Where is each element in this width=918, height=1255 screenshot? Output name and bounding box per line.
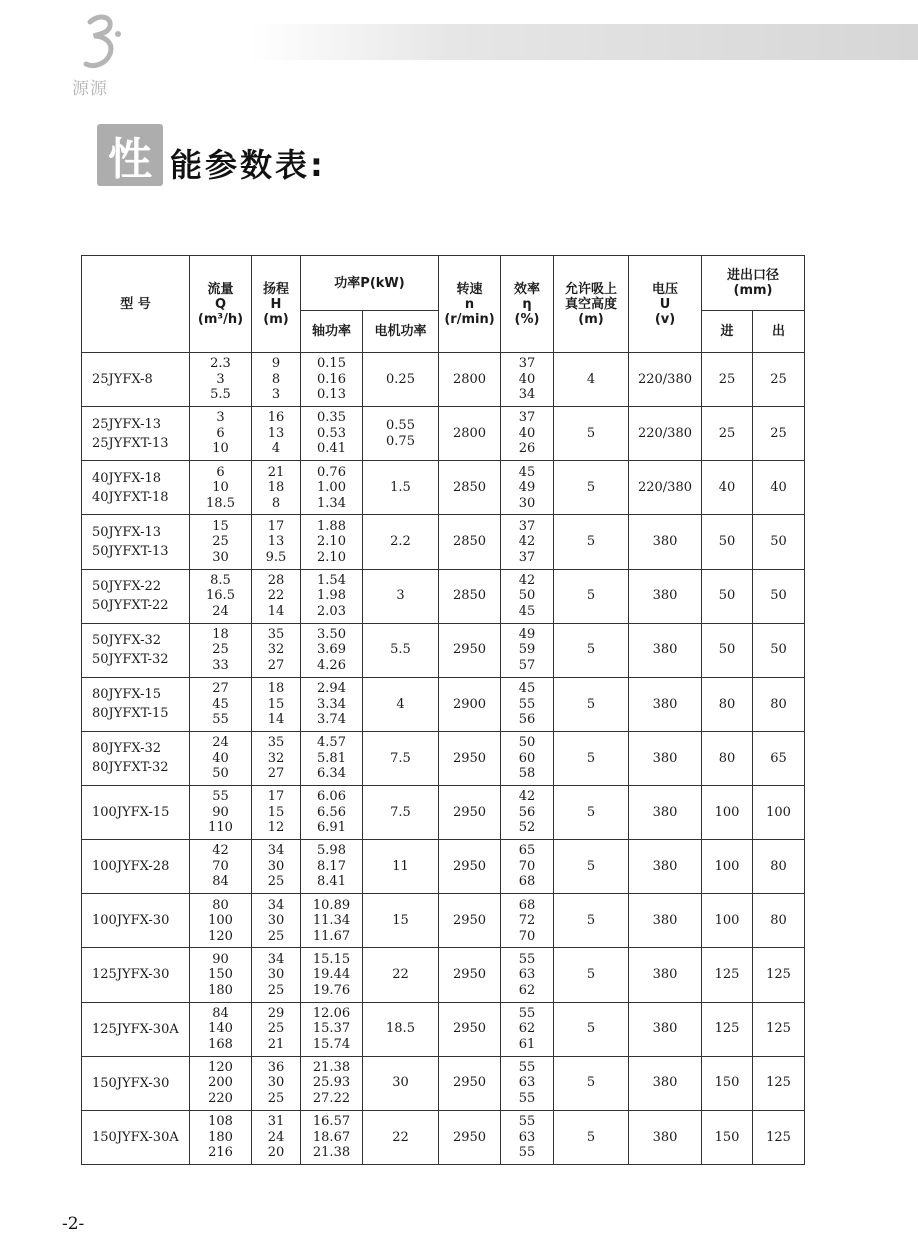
cell-flow: 90 150 180 [190,948,252,1002]
cell-head: 34 30 25 [252,948,301,1002]
cell-efficiency: 55 63 55 [501,1056,554,1110]
cell-speed: 2800 [439,407,501,461]
cell-head: 29 25 21 [252,1002,301,1056]
cell-speed: 2800 [439,353,501,407]
cell-motor-power: 2.2 [363,515,439,569]
cell-motor-power: 5.5 [363,623,439,677]
cell-port-in: 50 [702,515,753,569]
cell-voltage: 220/380 [629,353,702,407]
cell-model: 125JYFX-30 [82,948,190,1002]
cell-motor-power: 22 [363,1110,439,1164]
cell-efficiency: 50 60 58 [501,731,554,785]
cell-efficiency: 37 40 26 [501,407,554,461]
cell-npsh: 5 [554,1056,629,1110]
cell-head: 34 30 25 [252,894,301,948]
table-row [82,731,805,785]
cell-port-out: 125 [753,1056,805,1110]
table-row [82,515,805,569]
cell-voltage: 380 [629,948,702,1002]
table-row [82,569,805,623]
table-row [82,1002,805,1056]
cell-efficiency: 42 56 52 [501,786,554,840]
cell-shaft-power: 10.89 11.34 11.67 [301,894,363,948]
cell-port-in: 125 [702,1002,753,1056]
cell-flow: 42 70 84 [190,840,252,894]
cell-model: 100JYFX-30 [82,894,190,948]
cell-voltage: 220/380 [629,461,702,515]
table-row [82,1056,805,1110]
cell-npsh: 5 [554,623,629,677]
cell-voltage: 380 [629,623,702,677]
cell-model: 100JYFX-28 [82,840,190,894]
cell-model: 40JYFX-18 40JYFXT-18 [82,461,190,515]
cell-npsh: 4 [554,353,629,407]
table-body [82,353,805,1165]
cell-motor-power: 30 [363,1056,439,1110]
cell-model: 100JYFX-15 [82,786,190,840]
cell-motor-power: 0.25 [363,353,439,407]
cell-model: 50JYFX-22 50JYFXT-22 [82,569,190,623]
cell-efficiency: 42 50 45 [501,569,554,623]
cell-efficiency: 55 62 61 [501,1002,554,1056]
header-voltage: 电压 U (v) [629,256,702,353]
cell-shaft-power: 6.06 6.56 6.91 [301,786,363,840]
cell-flow: 6 10 18.5 [190,461,252,515]
cell-shaft-power: 1.54 1.98 2.03 [301,569,363,623]
cell-motor-power: 3 [363,569,439,623]
cell-port-out: 25 [753,407,805,461]
header-npsh: 允许吸上 真空高度 (m) [554,256,629,353]
cell-port-in: 50 [702,569,753,623]
cell-port-out: 50 [753,623,805,677]
cell-head: 31 24 20 [252,1110,301,1164]
cell-motor-power: 7.5 [363,786,439,840]
cell-efficiency: 55 63 55 [501,1110,554,1164]
cell-npsh: 5 [554,515,629,569]
cell-speed: 2950 [439,1002,501,1056]
header-shaft-power: 轴功率 [301,311,363,353]
cell-head: 35 32 27 [252,623,301,677]
cell-model: 25JYFX-13 25JYFXT-13 [82,407,190,461]
cell-motor-power: 0.55 0.75 [363,407,439,461]
cell-speed: 2850 [439,461,501,515]
cell-voltage: 380 [629,786,702,840]
cell-efficiency: 45 49 30 [501,461,554,515]
cell-motor-power: 1.5 [363,461,439,515]
cell-head: 18 15 14 [252,677,301,731]
header-flow: 流量 Q (m³/h) [190,256,252,353]
cell-head: 36 30 25 [252,1056,301,1110]
cell-shaft-power: 4.57 5.81 6.34 [301,731,363,785]
cell-voltage: 380 [629,515,702,569]
cell-model: 125JYFX-30A [82,1002,190,1056]
cell-npsh: 5 [554,894,629,948]
cell-speed: 2950 [439,1110,501,1164]
cell-voltage: 220/380 [629,407,702,461]
cell-port-out: 125 [753,1110,805,1164]
cell-voltage: 380 [629,569,702,623]
cell-port-in: 100 [702,786,753,840]
cell-head: 35 32 27 [252,731,301,785]
cell-efficiency: 65 70 68 [501,840,554,894]
header-port-in: 进 [702,311,753,353]
cell-efficiency: 49 59 57 [501,623,554,677]
cell-speed: 2950 [439,840,501,894]
cell-speed: 2850 [439,569,501,623]
cell-port-in: 125 [702,948,753,1002]
cell-port-in: 25 [702,353,753,407]
swirl-logo-icon [78,12,126,72]
cell-speed: 2900 [439,677,501,731]
cell-head: 28 22 14 [252,569,301,623]
cell-port-out: 125 [753,1002,805,1056]
cell-port-out: 80 [753,894,805,948]
cell-motor-power: 11 [363,840,439,894]
cell-port-in: 150 [702,1110,753,1164]
table-row [82,623,805,677]
cell-flow: 15 25 30 [190,515,252,569]
cell-port-in: 80 [702,731,753,785]
cell-npsh: 5 [554,1110,629,1164]
header-power: 功率P(kW) [301,256,439,311]
cell-head: 17 15 12 [252,786,301,840]
table-row [82,353,805,407]
cell-speed: 2850 [439,515,501,569]
cell-voltage: 380 [629,1056,702,1110]
header-speed: 转速 n (r/min) [439,256,501,353]
cell-npsh: 5 [554,569,629,623]
cell-shaft-power: 12.06 15.37 15.74 [301,1002,363,1056]
cell-port-out: 80 [753,840,805,894]
cell-model: 80JYFX-15 80JYFXT-15 [82,677,190,731]
header-port-out: 出 [753,311,805,353]
cell-motor-power: 18.5 [363,1002,439,1056]
brand-logo [60,12,140,99]
cell-shaft-power: 1.88 2.10 2.10 [301,515,363,569]
cell-port-in: 80 [702,677,753,731]
cell-shaft-power: 21.38 25.93 27.22 [301,1056,363,1110]
cell-speed: 2950 [439,731,501,785]
cell-flow: 2.3 3 5.5 [190,353,252,407]
header-model: 型 号 [82,256,190,353]
table-row [82,840,805,894]
cell-flow: 8.5 16.5 24 [190,569,252,623]
cell-npsh: 5 [554,677,629,731]
cell-motor-power: 7.5 [363,731,439,785]
cell-head: 9 8 3 [252,353,301,407]
cell-shaft-power: 2.94 3.34 3.74 [301,677,363,731]
cell-efficiency: 45 55 56 [501,677,554,731]
cell-shaft-power: 0.76 1.00 1.34 [301,461,363,515]
cell-port-in: 40 [702,461,753,515]
cell-npsh: 5 [554,1002,629,1056]
cell-npsh: 5 [554,407,629,461]
cell-flow: 3 6 10 [190,407,252,461]
header-port: 进出口径 (mm) [702,256,805,311]
cell-model: 150JYFX-30 [82,1056,190,1110]
cell-model: 150JYFX-30A [82,1110,190,1164]
cell-speed: 2950 [439,894,501,948]
cell-model: 25JYFX-8 [82,353,190,407]
cell-voltage: 380 [629,840,702,894]
cell-flow: 55 90 110 [190,786,252,840]
cell-port-out: 100 [753,786,805,840]
cell-speed: 2950 [439,1056,501,1110]
cell-flow: 120 200 220 [190,1056,252,1110]
table-row [82,786,805,840]
cell-efficiency: 55 63 62 [501,948,554,1002]
cell-efficiency: 37 40 34 [501,353,554,407]
cell-speed: 2950 [439,786,501,840]
brand-name: 源源 [72,79,108,99]
cell-efficiency: 68 72 70 [501,894,554,948]
table-row [82,407,805,461]
cell-port-in: 100 [702,894,753,948]
cell-efficiency: 37 42 37 [501,515,554,569]
cell-port-out: 40 [753,461,805,515]
cell-flow: 108 180 216 [190,1110,252,1164]
cell-port-out: 80 [753,677,805,731]
cell-model: 80JYFX-32 80JYFXT-32 [82,731,190,785]
cell-port-in: 50 [702,623,753,677]
cell-npsh: 5 [554,461,629,515]
title-highlight-box: 性 [97,124,163,186]
cell-npsh: 5 [554,731,629,785]
cell-voltage: 380 [629,677,702,731]
cell-flow: 84 140 168 [190,1002,252,1056]
header-gradient-band [250,24,918,60]
table-row [82,677,805,731]
cell-model: 50JYFX-13 50JYFXT-13 [82,515,190,569]
cell-shaft-power: 16.57 18.67 21.38 [301,1110,363,1164]
table-row [82,948,805,1002]
table-row [82,894,805,948]
cell-flow: 18 25 33 [190,623,252,677]
cell-voltage: 380 [629,1002,702,1056]
page-title: 能参数表: [170,146,326,184]
cell-motor-power: 4 [363,677,439,731]
cell-head: 16 13 4 [252,407,301,461]
cell-shaft-power: 0.35 0.53 0.41 [301,407,363,461]
cell-npsh: 5 [554,786,629,840]
table-row [82,461,805,515]
cell-flow: 27 45 55 [190,677,252,731]
cell-port-out: 50 [753,515,805,569]
cell-shaft-power: 0.15 0.16 0.13 [301,353,363,407]
cell-model: 50JYFX-32 50JYFXT-32 [82,623,190,677]
cell-port-out: 25 [753,353,805,407]
cell-flow: 24 40 50 [190,731,252,785]
cell-motor-power: 22 [363,948,439,1002]
cell-npsh: 5 [554,948,629,1002]
cell-port-out: 65 [753,731,805,785]
cell-head: 34 30 25 [252,840,301,894]
cell-port-out: 50 [753,569,805,623]
cell-shaft-power: 15.15 19.44 19.76 [301,948,363,1002]
header-motor-power: 电机功率 [363,311,439,353]
cell-shaft-power: 5.98 8.17 8.41 [301,840,363,894]
page-number: -2- [62,1214,85,1234]
cell-speed: 2950 [439,948,501,1002]
cell-voltage: 380 [629,1110,702,1164]
cell-motor-power: 15 [363,894,439,948]
cell-head: 17 13 9.5 [252,515,301,569]
cell-port-out: 125 [753,948,805,1002]
table-row [82,1110,805,1164]
cell-port-in: 100 [702,840,753,894]
cell-port-in: 25 [702,407,753,461]
cell-speed: 2950 [439,623,501,677]
cell-voltage: 380 [629,731,702,785]
header-efficiency: 效率 η (%) [501,256,554,353]
cell-port-in: 150 [702,1056,753,1110]
cell-shaft-power: 3.50 3.69 4.26 [301,623,363,677]
cell-head: 21 18 8 [252,461,301,515]
cell-flow: 80 100 120 [190,894,252,948]
cell-npsh: 5 [554,840,629,894]
performance-table [81,255,805,1165]
header-head: 扬程 H (m) [252,256,301,353]
cell-voltage: 380 [629,894,702,948]
